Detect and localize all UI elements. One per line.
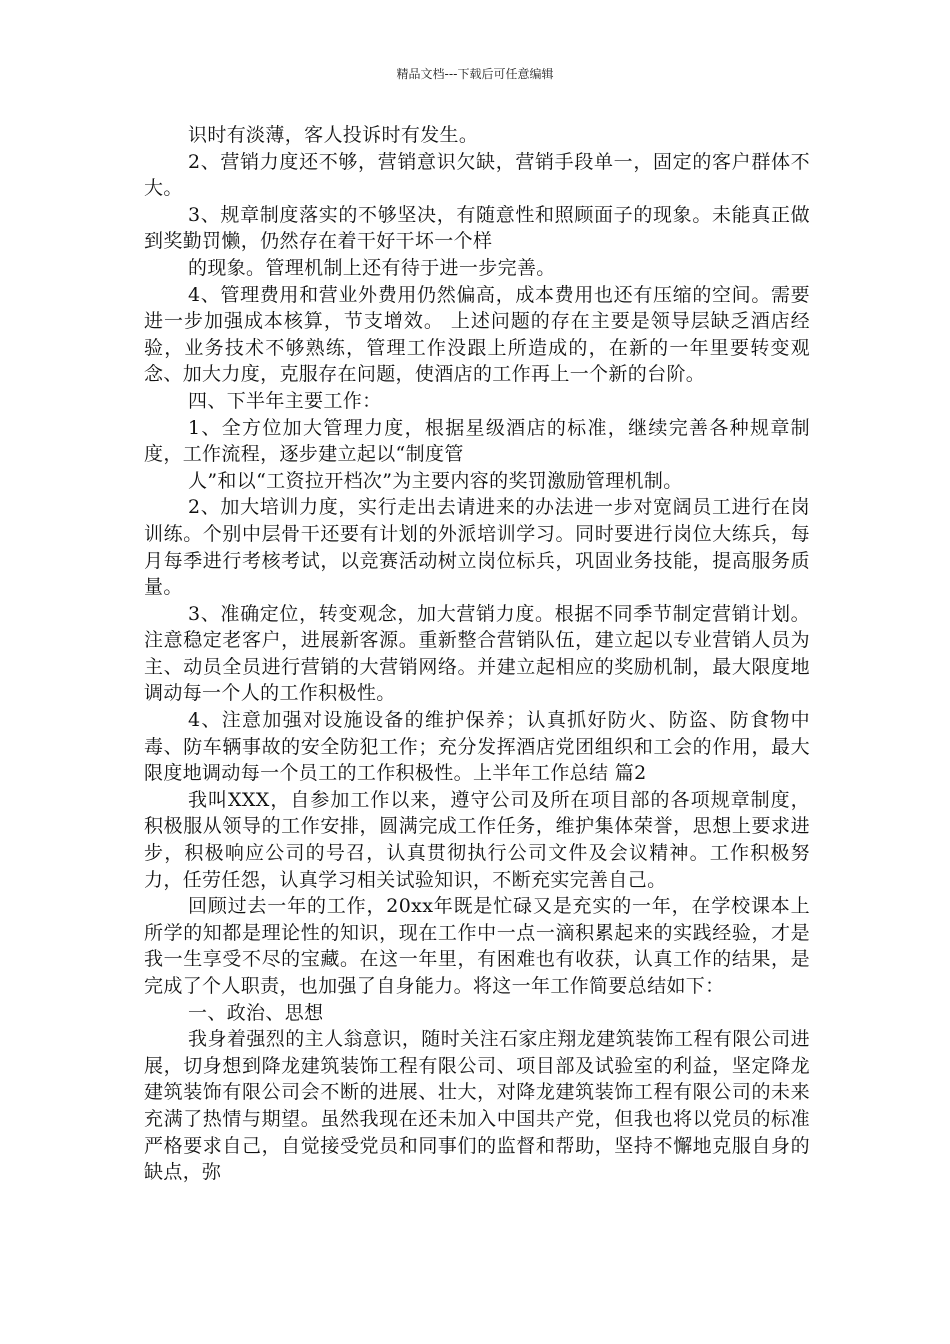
paragraph-12: 回顾过去一年的工作，20xx年既是忙碌又是充实的一年，在学校课本上所学的知都是理论性的知识，现在工作中一点一滴积累起来的实践经验，才是我一生享受不尽的宝藏。在这一年里，有困难也有收获，认真工作的结果，是完成了个人职责，也加强了自身能力。将这一年工作简要总结如下： [144, 895, 810, 997]
paragraph-6: 1、全方位加大管理力度，根据星级酒店的标准，继续完善各种规章制度，工作流程，逐步建立起以“制度管 [144, 416, 810, 466]
document-body [144, 122, 810, 1186]
paragraph-2: 2、营销力度还不够，营销意识欠缺，营销手段单一，固定的客户群体不大。 [144, 150, 810, 200]
paragraph-5: 4、管理费用和营业外费用仍然偏高，成本费用也还有压缩的空间。需要进一步加强成本核算，节支增效。 上述问题的存在主要是领导层缺乏酒店经验，业务技术不够熟练，管理工作没跟上所造成的，在新的一年里要转变观念、加大力度，克服存在问题，使酒店的工作再上一个新的台阶。 [144, 283, 810, 386]
paragraph-9: 3、准确定位，转变观念，加大营销力度。根据不同季节制定营销计划。注意稳定老客户，进展新客源。重新整合营销队伍，建立起以专业营销人员为主、动员全员进行营销的大营销网络。并建立起相应的奖励机制，最大限度地调动每一个人的工作积极性。 [144, 602, 810, 705]
paragraph-8: 2、加大培训力度，实行走出去请进来的办法进一步对宽阔员工进行在岗训练。个别中层骨干还要有计划的外派培训学习。同时要进行岗位大练兵，每月每季进行考核考试，以竞赛活动树立岗位标兵，巩固业务技能，提高服务质量。 [144, 496, 810, 599]
section-heading-4: 四、下半年主要工作： [188, 389, 382, 412]
paragraph-13: 我身着强烈的主人翁意识，随时关注石家庄翔龙建筑装饰工程有限公司进展，切身想到降龙建筑装饰工程有限公司、项目部及试验室的利益，坚定降龙建筑装饰有限公司会不断的进展、壮大，对降龙建筑装饰工程有限公司的未来充满了热情与期望。虽然我现在还未加入中国共产党，但我也将以党员的标准严格要求自己，自觉接受党员和同事们的监督和帮助，坚持不懈地克服自身的缺点，弥 [144, 1028, 810, 1184]
paragraph-3: 3、规章制度落实的不够坚决，有随意性和照顾面子的现象。未能真正做到奖勤罚懒，仍然存在着干好干坏一个样 [144, 203, 810, 253]
paragraph-11: 我叫XXX，自参加工作以来，遵守公司及所在项目部的各项规章制度，积极服从领导的工作安排，圆满完成工作任务，维护集体荣誉，思想上要求进步，积极响应公司的号召，认真贯彻执行公司文件及会议精神。工作积极努力，任劳任怨，认真学习相关试验知识，不断充实完善自己。 [144, 788, 810, 891]
paragraph-10: 4、注意加强对设施设备的维护保养；认真抓好防火、防盗、防食物中毒、防车辆事故的安全防犯工作；充分发挥酒店党团组织和工会的作用，最大限度地调动每一个员工的工作积极性。上半年工作总结 篇2 [144, 709, 810, 785]
paragraph-4: 的现象。管理机制上还有待于进一步完善。 [188, 256, 556, 279]
section-heading-politics: 一、政治、思想 [188, 1001, 324, 1024]
page-header: 精品文档---下载后可任意编辑 [396, 67, 554, 81]
paragraph-7: 人”和以“工资拉开档次”为主要内容的奖罚激励管理机制。 [188, 469, 683, 492]
paragraph-1: 识时有淡薄，客人投诉时有发生。 [188, 124, 479, 146]
